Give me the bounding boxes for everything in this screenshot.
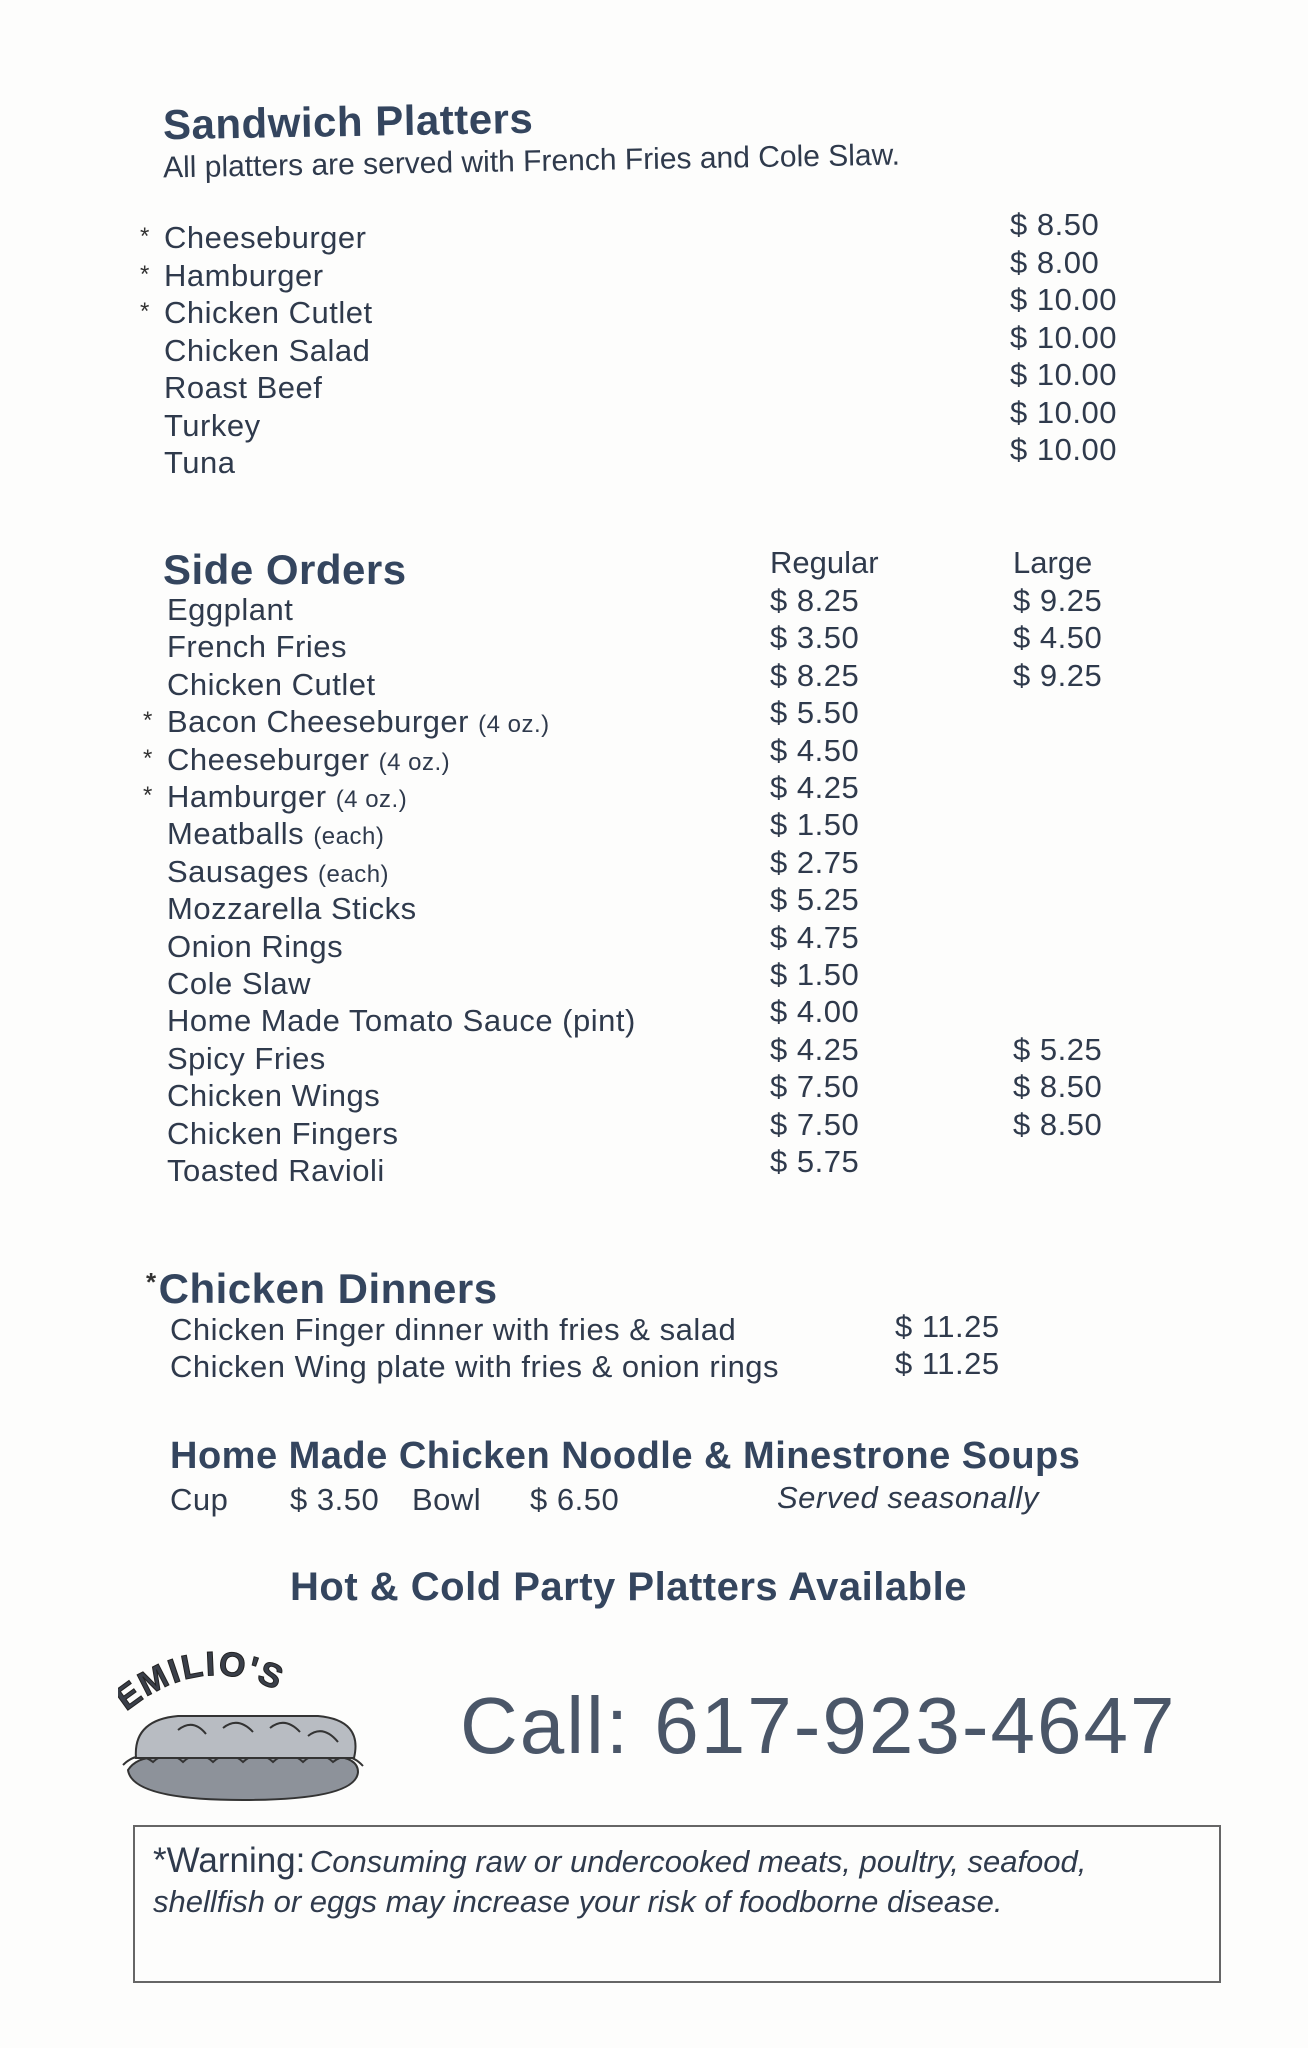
item-star: * — [140, 260, 150, 288]
item-name: Mozzarella Sticks — [167, 891, 417, 927]
list-item — [143, 966, 311, 1002]
list-item — [143, 1041, 326, 1077]
list-item — [140, 408, 261, 444]
item-name: Chicken Cutlet — [167, 666, 376, 702]
item-price-regular: $ 8.25 — [770, 583, 860, 618]
list-item — [140, 220, 366, 256]
item-price-regular: $ 3.50 — [770, 620, 860, 656]
list-item — [140, 333, 370, 369]
side-orders-col-large: Large — [1013, 545, 1093, 580]
dinner-item-name: Chicken Wing plate with fries & onion rings — [170, 1349, 780, 1384]
list-item — [143, 779, 407, 815]
item-price-regular: $ 5.75 — [770, 1144, 860, 1179]
soup-cup-label: Cup — [170, 1482, 229, 1517]
item-price-regular: $ 4.25 — [770, 770, 860, 805]
list-item — [143, 1003, 636, 1039]
item-price: $ 10.00 — [1010, 282, 1117, 317]
item-name: Eggplant — [167, 592, 294, 627]
item-name: Sausages — [167, 853, 309, 889]
item-price-regular: $ 8.25 — [770, 657, 860, 693]
chicken-dinners-heading — [146, 1265, 498, 1313]
item-price-regular: $ 7.50 — [770, 1069, 860, 1105]
item-name: Cheeseburger — [167, 741, 370, 777]
list-item — [143, 667, 376, 703]
svg-text:EMILIO'S — [118, 1650, 290, 1718]
item-name: Hamburger — [164, 257, 324, 293]
list-item — [143, 891, 417, 927]
item-name: Hamburger — [167, 779, 327, 814]
list-item — [143, 592, 293, 628]
item-name: Spicy Fries — [167, 1040, 326, 1076]
soups-title: Home Made Chicken Noodle & Minestrone Soups — [170, 1435, 1081, 1477]
item-name: Chicken Salad — [164, 332, 371, 368]
warning-lead: *Warning: — [153, 1841, 306, 1880]
item-name: Chicken Wings — [167, 1078, 381, 1114]
list-item — [143, 1153, 385, 1189]
item-note: (4 oz.) — [478, 711, 550, 739]
dinner-item-price: $ 11.25 — [895, 1309, 1000, 1344]
item-name: Bacon Cheeseburger — [167, 704, 469, 740]
item-price: $ 8.50 — [1010, 207, 1100, 242]
sandwich-platters-title: Sandwich Platters — [162, 94, 534, 149]
list-item — [143, 629, 347, 665]
soup-bowl-label: Bowl — [412, 1482, 482, 1517]
chicken-dinners-title: Chicken Dinners — [158, 1265, 498, 1312]
warning-box — [133, 1825, 1221, 1983]
item-price-regular: $ 7.50 — [770, 1106, 860, 1142]
party-platters-banner: Hot & Cold Party Platters Available — [290, 1565, 967, 1609]
list-item — [143, 816, 384, 852]
item-name: Meatballs — [167, 816, 305, 852]
side-orders-col-regular: Regular — [770, 545, 879, 580]
dinner-item-price: $ 11.25 — [895, 1346, 1000, 1381]
list-item — [140, 295, 373, 331]
list-item — [140, 258, 324, 294]
item-note: (each) — [313, 823, 385, 851]
list-item — [140, 445, 236, 481]
sandwich-platters-subtitle: All platters are served with French Fries and Cole Slaw. — [162, 138, 901, 185]
item-price: $ 10.00 — [1010, 357, 1117, 392]
item-price-regular: $ 5.50 — [770, 695, 860, 731]
soup-seasonal-note: Served seasonally — [777, 1480, 1039, 1515]
item-price-large: $ 8.50 — [1013, 1106, 1103, 1142]
list-item — [143, 854, 389, 890]
logo-text: MILIO'S — [132, 1650, 291, 1704]
soup-bowl-price: $ 6.50 — [530, 1482, 620, 1517]
item-price: $ 10.00 — [1010, 319, 1117, 355]
dinner-item-name: Chicken Finger dinner with fries & salad — [170, 1312, 737, 1347]
item-note: (each) — [318, 860, 390, 888]
item-price: $ 8.00 — [1010, 244, 1100, 280]
soup-cup-price: $ 3.50 — [290, 1482, 380, 1517]
list-item — [143, 1078, 380, 1114]
item-name: French Fries — [167, 629, 347, 665]
emilios-logo — [118, 1650, 368, 1810]
phone-number: Call: 617-923-4647 — [460, 1681, 1177, 1770]
item-star: * — [143, 707, 153, 735]
item-price-large: $ 8.50 — [1013, 1069, 1103, 1105]
item-name: Home Made Tomato Sauce (pint) — [167, 1003, 636, 1039]
item-price-regular: $ 1.50 — [770, 957, 860, 992]
item-star: * — [143, 782, 153, 809]
list-item — [143, 704, 550, 740]
item-name: Chicken Fingers — [167, 1115, 399, 1151]
item-name: Cheeseburger — [164, 220, 367, 255]
item-price-regular: $ 5.25 — [770, 882, 860, 918]
chicken-dinners-star: * — [146, 1267, 157, 1297]
item-price-regular: $ 4.00 — [770, 994, 860, 1030]
item-price-regular: $ 2.75 — [770, 844, 860, 880]
item-note: (4 oz.) — [335, 786, 408, 813]
item-name: Roast Beef — [164, 370, 323, 405]
item-name: Toasted Ravioli — [167, 1153, 385, 1188]
item-note: (4 oz.) — [378, 748, 451, 776]
warning-body: Consuming raw or undercooked meats, poultry, seafood, shellfish or eggs may increase your risk of foodborne disease. — [153, 1844, 1087, 1919]
item-price-regular: $ 4.25 — [770, 1031, 860, 1067]
item-name: Turkey — [164, 407, 261, 443]
list-item — [140, 370, 322, 406]
item-price-large: $ 5.25 — [1013, 1031, 1103, 1067]
side-orders-title: Side Orders — [163, 546, 407, 593]
item-price: $ 10.00 — [1010, 394, 1117, 430]
list-item — [143, 929, 343, 965]
item-price: $ 10.00 — [1010, 432, 1117, 467]
item-star: * — [140, 223, 150, 250]
item-price-regular: $ 1.50 — [770, 807, 860, 843]
item-price-large: $ 4.50 — [1013, 620, 1103, 656]
item-price-large: $ 9.25 — [1013, 583, 1103, 618]
list-item — [143, 742, 450, 778]
item-name: Chicken Cutlet — [164, 295, 373, 330]
item-name: Onion Rings — [167, 928, 344, 964]
list-item — [143, 1116, 398, 1152]
item-price-regular: $ 4.75 — [770, 919, 860, 955]
item-price-large: $ 9.25 — [1013, 657, 1103, 693]
item-name: Tuna — [164, 445, 236, 480]
item-star: * — [140, 298, 150, 325]
sub-sandwich-icon — [118, 1650, 368, 1810]
item-star: * — [143, 744, 153, 772]
item-name: Cole Slaw — [167, 966, 312, 1001]
item-price-regular: $ 4.50 — [770, 732, 860, 768]
